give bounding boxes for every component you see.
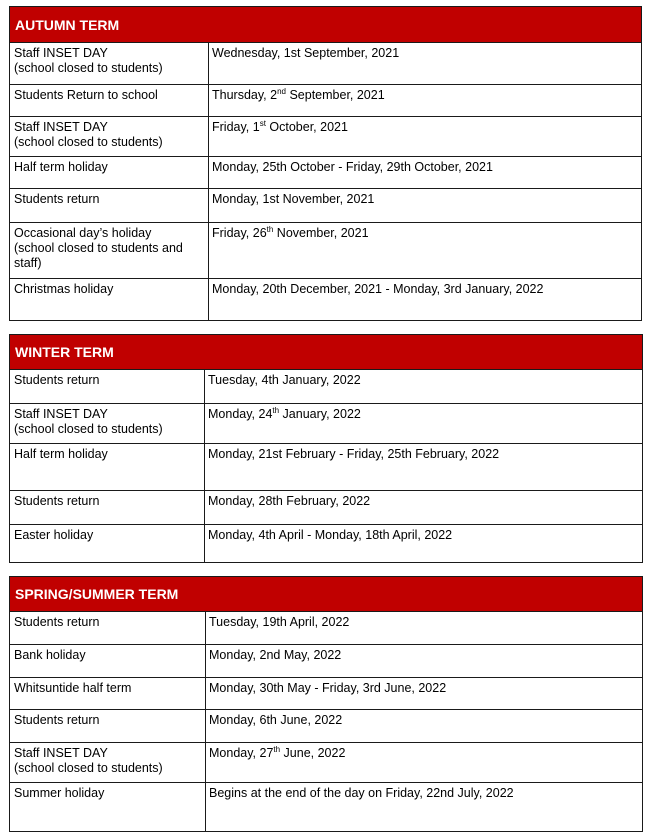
table-row (10, 645, 642, 678)
date-cell (209, 43, 641, 84)
date-text: Monday, 20th December, 2021 - Monday, 3rd January, 2022 (212, 282, 544, 296)
date-text-rest: November, 2021 (273, 226, 369, 240)
date-cell (205, 525, 642, 562)
term-title: AUTUMN TERM (10, 7, 641, 43)
event-cell: Bank holiday (10, 645, 206, 677)
table-row (10, 491, 642, 525)
date-text: Monday, 27 (209, 746, 274, 760)
date-cell (206, 678, 642, 709)
date-ordinal-suffix: th (272, 405, 280, 415)
table-row (10, 783, 642, 831)
date-cell (205, 444, 642, 490)
term-title: WINTER TERM (10, 335, 642, 370)
term-table-winter (9, 334, 643, 563)
table-row (10, 678, 642, 710)
date-text: Tuesday, 4th January, 2022 (208, 373, 361, 387)
table-row (10, 404, 642, 444)
table-row (10, 157, 641, 189)
table-row (10, 612, 642, 645)
date-text: Monday, 1st November, 2021 (212, 192, 375, 206)
event-cell: Summer holiday (10, 783, 206, 831)
event-cell: Students return (10, 370, 205, 403)
event-cell: Students return (10, 710, 206, 742)
date-cell (206, 783, 642, 831)
term-title: SPRING/SUMMER TERM (10, 577, 642, 612)
date-text: Begins at the end of the day on Friday, 22nd July, 2022 (209, 786, 514, 800)
table-row (10, 117, 641, 157)
date-ordinal-suffix: nd (277, 86, 286, 96)
event-cell: Christmas holiday (10, 279, 209, 321)
date-cell (209, 189, 641, 222)
table-row (10, 525, 642, 562)
date-cell (205, 404, 642, 443)
date-cell (206, 743, 642, 782)
date-cell (205, 370, 642, 403)
date-cell (209, 157, 641, 188)
table-row (10, 85, 641, 117)
date-ordinal-suffix: st (259, 118, 266, 128)
table-row (10, 444, 642, 491)
date-text: Monday, 2nd May, 2022 (209, 648, 342, 662)
date-text-rest: September, 2021 (285, 88, 385, 102)
table-row (10, 279, 641, 321)
event-cell: Staff INSET DAY (school closed to students) (10, 117, 209, 156)
date-text-rest: October, 2021 (265, 120, 348, 134)
date-text: Friday, 26 (212, 226, 267, 240)
table-row (10, 223, 641, 279)
date-text: Monday, 4th April - Monday, 18th April, 2022 (208, 528, 453, 542)
event-cell: Half term holiday (10, 444, 205, 490)
date-text-rest: June, 2022 (280, 746, 346, 760)
date-text: Wednesday, 1st September, 2021 (212, 46, 400, 60)
date-ordinal-suffix: th (273, 744, 281, 754)
event-cell: Whitsuntide half term (10, 678, 206, 709)
table-row (10, 370, 642, 404)
date-text: Monday, 28th February, 2022 (208, 494, 371, 508)
date-text: Monday, 24 (208, 407, 273, 421)
date-ordinal-suffix: th (266, 224, 274, 234)
table-row (10, 743, 642, 783)
date-text: Thursday, 2 (212, 88, 278, 102)
date-text: Monday, 6th June, 2022 (209, 713, 343, 727)
date-cell (206, 710, 642, 742)
date-text: Monday, 30th May - Friday, 3rd June, 2022 (209, 681, 447, 695)
date-text: Monday, 21st February - Friday, 25th February, 2022 (208, 447, 500, 461)
event-cell: Half term holiday (10, 157, 209, 188)
date-cell (209, 279, 641, 321)
date-text: Friday, 1 (212, 120, 260, 134)
date-cell (209, 117, 641, 156)
event-cell: Students return (10, 491, 205, 524)
date-cell (206, 645, 642, 677)
table-row (10, 710, 642, 743)
event-cell: Staff INSET DAY (school closed to students) (10, 404, 205, 443)
event-cell: Occasional day’s holiday (school closed to students and staff) (10, 223, 209, 278)
date-cell (209, 223, 641, 278)
event-cell: Students Return to school (10, 85, 209, 116)
event-cell: Staff INSET DAY (school closed to students) (10, 43, 209, 84)
date-text: Monday, 25th October - Friday, 29th October, 2021 (212, 160, 493, 174)
event-cell: Staff INSET DAY (school closed to students) (10, 743, 206, 782)
event-cell: Students return (10, 612, 206, 644)
date-cell (206, 612, 642, 644)
event-cell: Easter holiday (10, 525, 205, 562)
table-row (10, 189, 641, 223)
term-table-autumn (9, 6, 642, 321)
table-row (10, 43, 641, 85)
term-table-summer (9, 576, 643, 832)
date-cell (205, 491, 642, 524)
date-text: Tuesday, 19th April, 2022 (209, 615, 350, 629)
date-cell (209, 85, 641, 116)
date-text-rest: January, 2022 (279, 407, 361, 421)
event-cell: Students return (10, 189, 209, 222)
